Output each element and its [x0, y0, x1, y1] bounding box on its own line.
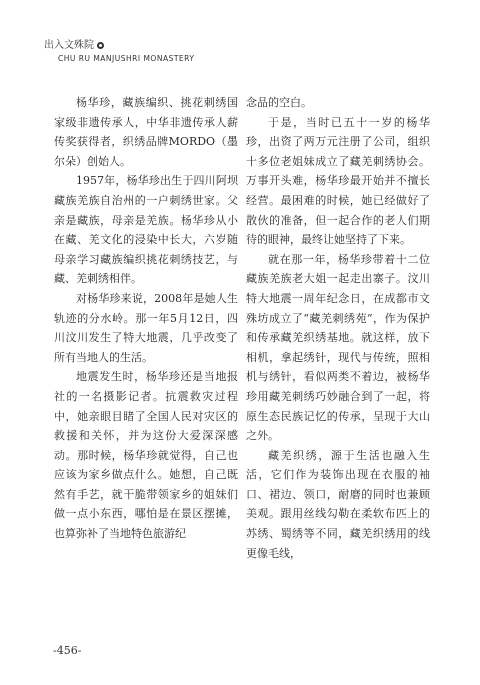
running-header [44, 39, 194, 64]
header-title: 出入文殊院 [44, 40, 94, 51]
paragraph: 地震发生时，杨华珍还是当地报社的一名摄影记者。抗震救灾过程中，她亲眼目睹了全国人民对灾区的救援和关怀，并为这份大爱深深感动。那时候，杨华珍就觉得，自己也应该为家乡做点什么。她想，自己既然有手艺，就干脆带领家乡的姐妹们做一点小东西，哪怕是在景区摆摊，也算弥补了当地特色旅游纪 [54, 370, 238, 541]
header-subtitle: CHU RU MANJUSHRI MONASTERY [58, 54, 195, 63]
left-column [54, 93, 238, 544]
paragraph: 藏羌织绣，源于生活也融入生活，它们作为装饰出现在衣服的袖口、裙边、领口，耐磨的同时也兼顾美观。跟用丝线勾勒在柔软布匹上的苏绣、蜀绣等不同，藏羌织绣用的线更像毛线， [246, 448, 430, 560]
paragraph: 杨华珍，藏族编织、挑花刺绣国家级非遗传承人，中华非遗传承人薪传奖获得者，织绣品牌MORDO（墨尔朵）创始人。 [54, 96, 238, 168]
paragraph: 就在那一年，杨华珍带着十二位藏族羌族老大姐一起走出寨子。汶川特大地震一周年纪念日，在成都市文殊坊成立了“藏羌刺绣苑”，作为保护和传承藏羌织绣基地。就这样，放下相机，拿起绣针，现代与传统，照相机与绣针，看似两类不着边，被杨华珍用藏羌刺绣巧妙融合到了一起，将原生态民族记忆的传承，呈现于大山之外。 [246, 252, 430, 443]
paragraph: 1957年，杨华珍出生于四川阿坝藏族羌族自治州的一户刺绣世家。父亲是藏族，母亲是羌族。杨华珍从小在藏、羌文化的浸染中长大，六岁随母亲学习藏族编织挑花刺绣技艺，与藏、羌刺绣相伴。 [54, 174, 238, 286]
page-number: -456- [53, 644, 82, 657]
paragraph: 对杨华珍来说，2008年是她人生轨迹的分水岭。那一年5月12日，四川汶川发生了特大地震，几乎改变了所有当地人的生活。 [54, 291, 238, 364]
circle-dot-icon [97, 42, 104, 49]
paragraph-continuation: 念品的空白。 [246, 96, 312, 109]
paragraph: 于是，当时已五十一岁的杨华珍，出资了两万元注册了公司，组织十多位老姐妹成立了藏羌刺绣协会。万事开头难，杨华珍最开始并不擅长经营。最困难的时候，她已经做好了散伙的准备，但一起合作的老人们期待的眼神，最终让她坚持了下来。 [246, 115, 430, 247]
right-column [246, 93, 430, 563]
